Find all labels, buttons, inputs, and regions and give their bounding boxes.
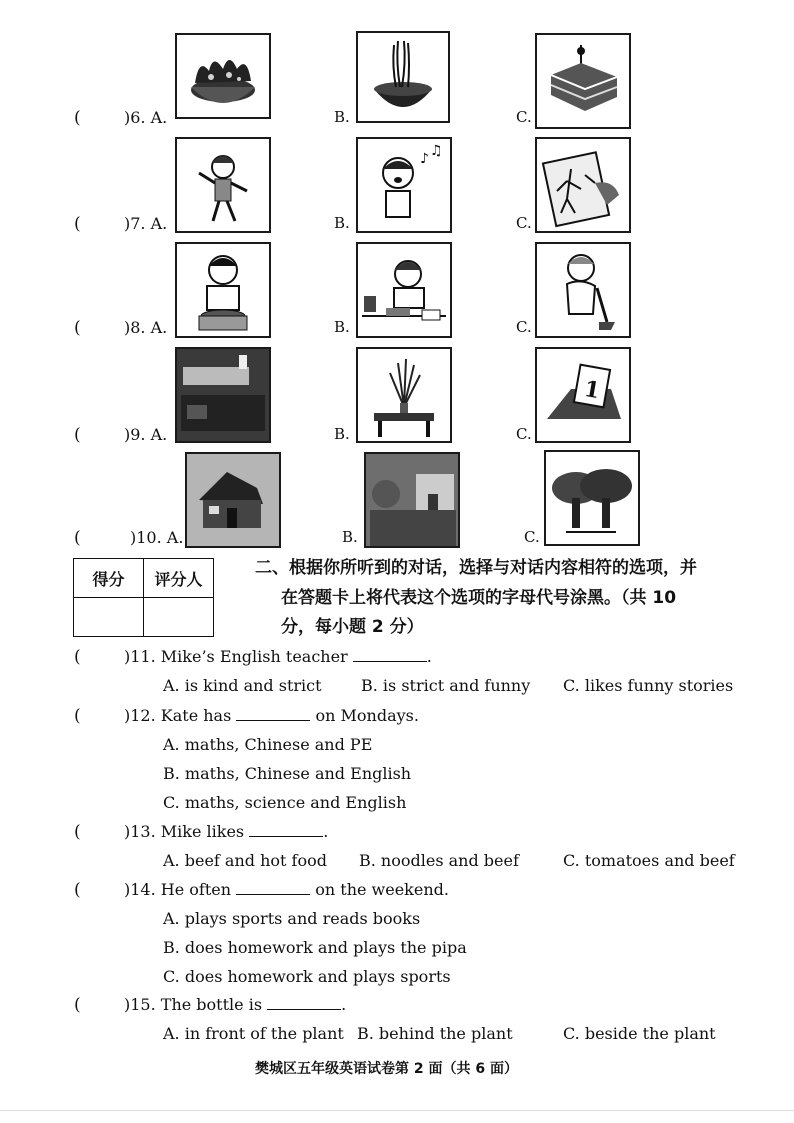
option-c[interactable]: C. beside the plant: [563, 1024, 716, 1043]
option-c-label: C.: [524, 528, 540, 546]
question-stem-suffix: on Mondays.: [315, 706, 419, 725]
option-c-label: C.: [516, 318, 532, 336]
answer-paren: (: [74, 822, 81, 842]
answer-blank: [249, 824, 323, 837]
answer-paren: (: [74, 995, 81, 1015]
answer-blank: [267, 997, 341, 1010]
option-b[interactable]: B. does homework and plays the pipa: [163, 938, 467, 957]
question-11-stem: [124, 647, 432, 666]
question-stem-suffix: .: [341, 995, 347, 1014]
question-stem-text: )11. Mike’s English teacher: [124, 647, 348, 666]
boy-doing-homework-icon[interactable]: [356, 242, 452, 338]
trees-icon[interactable]: [544, 450, 640, 546]
option-c[interactable]: C. likes funny stories: [563, 676, 734, 695]
question-stem-suffix: on the weekend.: [315, 880, 449, 899]
option-b-label: B.: [334, 318, 350, 336]
answer-paren: (: [74, 706, 81, 726]
option-c-label: C.: [516, 108, 532, 126]
option-c-label: C.: [516, 425, 532, 443]
question-stem-text: )13. Mike likes: [124, 822, 245, 841]
house-icon[interactable]: [185, 452, 281, 548]
option-c[interactable]: C. tomatoes and beef: [563, 851, 735, 870]
question-stem-suffix: .: [426, 647, 432, 666]
answer-paren: (: [74, 647, 81, 667]
question-9-number: )9. A.: [124, 425, 168, 444]
dancing-boy-icon[interactable]: [175, 137, 271, 233]
option-b[interactable]: B. noodles and beef: [359, 851, 519, 870]
svg-text:♫: ♫: [430, 143, 443, 159]
question-8-number: )8. A.: [124, 318, 168, 337]
score-table: [73, 558, 214, 637]
drawing-hand-icon[interactable]: [535, 137, 631, 233]
option-b-label: B.: [342, 528, 358, 546]
question-stem-text: )12. Kate has: [124, 706, 232, 725]
question-13-stem: [124, 822, 328, 841]
option-a[interactable]: A. in front of the plant: [163, 1024, 344, 1043]
answer-paren: (: [74, 425, 81, 445]
section-2-title-line1: 二、根据你所听到的对话，选择与对话内容相符的选项，并: [255, 558, 697, 578]
cooking-boy-icon[interactable]: [175, 242, 271, 338]
boy-sweeping-icon[interactable]: [535, 242, 631, 338]
grader-cell[interactable]: [144, 598, 214, 637]
option-b-label: B.: [334, 425, 350, 443]
grader-header: 评分人: [144, 559, 214, 598]
building-icon[interactable]: [364, 452, 460, 548]
question-7-number: )7. A.: [124, 214, 168, 233]
option-a[interactable]: A. beef and hot food: [163, 851, 327, 870]
option-c[interactable]: C. maths, science and English: [163, 793, 407, 812]
calendar-icon[interactable]: [535, 347, 631, 443]
answer-paren: (: [74, 214, 81, 234]
answer-paren: (: [74, 318, 81, 338]
question-stem-text: )15. The bottle is: [124, 995, 263, 1014]
question-6-number: )6. A.: [124, 108, 168, 127]
svg-text:♪: ♪: [420, 151, 429, 167]
question-stem-suffix: .: [323, 822, 329, 841]
option-a[interactable]: A. is kind and strict: [163, 676, 322, 695]
answer-paren: (: [74, 880, 81, 900]
option-b-label: B.: [334, 108, 350, 126]
question-12-stem: [124, 706, 419, 725]
section-2-title-line2: 在答题卡上将代表这个选项的字母代号涂黑。（共 10: [281, 588, 677, 608]
page-footer: 樊城区五年级英语试卷第 2 面（共 6 面）: [255, 1061, 518, 1077]
question-stem-text: )14. He often: [124, 880, 232, 899]
clock-on-wall-icon[interactable]: [175, 347, 271, 443]
page-bottom-divider: [0, 1110, 794, 1111]
option-a[interactable]: A. plays sports and reads books: [163, 909, 421, 928]
plant-on-table-icon[interactable]: [356, 347, 452, 443]
option-b[interactable]: B. is strict and funny: [361, 676, 531, 695]
question-15-stem: [124, 995, 346, 1014]
option-a[interactable]: A. maths, Chinese and PE: [163, 735, 373, 754]
option-c[interactable]: C. does homework and plays sports: [163, 967, 451, 986]
option-b[interactable]: B. behind the plant: [357, 1024, 513, 1043]
score-cell[interactable]: [74, 598, 144, 637]
noodles-bowl-icon[interactable]: [356, 31, 450, 123]
answer-paren: (: [74, 108, 81, 128]
section-2-title-line3: 分，每小题 2 分）: [281, 617, 424, 637]
option-b-label: B.: [334, 214, 350, 232]
singing-boy-icon[interactable]: [356, 137, 452, 233]
answer-blank: [236, 708, 310, 721]
option-c-label: C.: [516, 214, 532, 232]
question-14-stem: [124, 880, 449, 899]
answer-blank: [353, 649, 427, 662]
option-b[interactable]: B. maths, Chinese and English: [163, 764, 412, 783]
salad-bowl-icon[interactable]: [175, 33, 271, 119]
score-header: 得分: [74, 559, 144, 598]
answer-blank: [236, 882, 310, 895]
question-10-number: )10. A.: [130, 528, 184, 547]
sandwich-icon[interactable]: [535, 33, 631, 129]
answer-paren: (: [74, 528, 81, 548]
svg-text:1: 1: [582, 375, 602, 405]
